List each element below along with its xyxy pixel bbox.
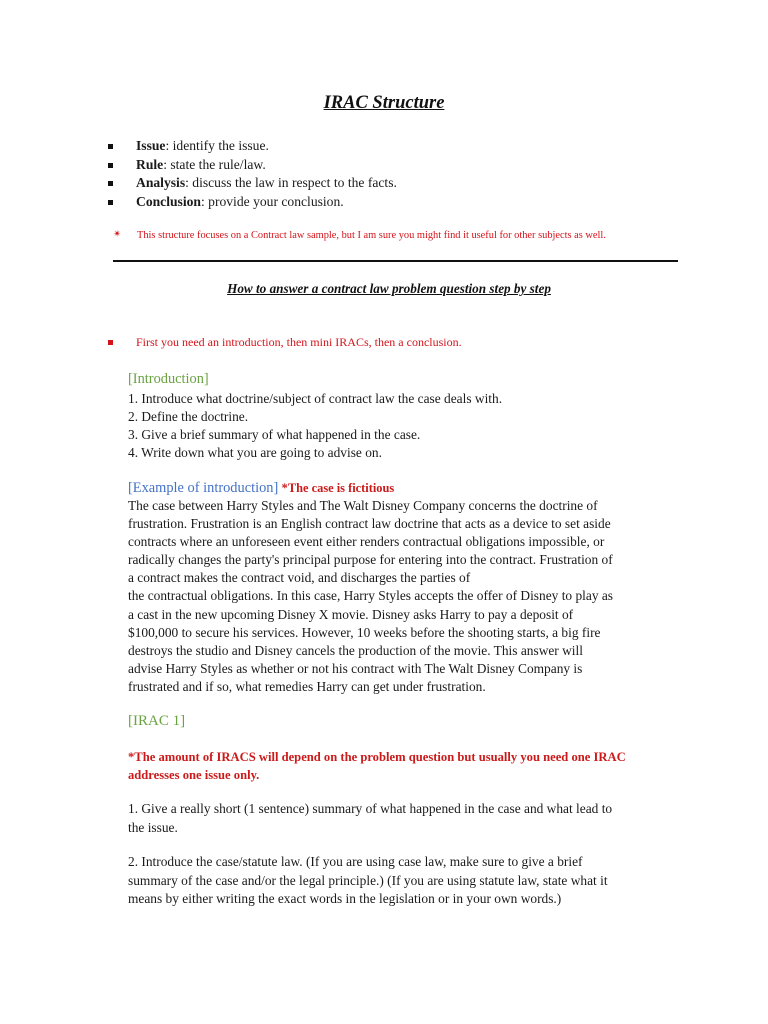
introduction-heading: [Introduction] <box>128 371 209 387</box>
irac1-step-2 <box>128 853 688 909</box>
irac-bullet-list <box>108 137 397 211</box>
intro-step: 4. Write down what you are going to advise on. <box>128 445 382 460</box>
paragraph-line: contracts where an unforeseen event either renders contractual obligations impossible, or <box>128 534 605 550</box>
paragraph-line: The case between Harry Styles and The Walt Disney Company concerns the doctrine of <box>128 498 598 513</box>
example-heading: [Example of introduction] <box>128 480 279 496</box>
page-title: IRAC Structure <box>323 93 445 113</box>
first-point <box>108 335 462 350</box>
paragraph-line: 1. Give a really short (1 sentence) summary of what happened in the case and what lead to <box>128 801 613 816</box>
paragraph-line: summary of the case and/or the legal principle.) (If you are using statute law, state what it <box>128 872 608 888</box>
paragraph-line: advise Harry Styles as whether or not his contract with The Walt Disney Company is <box>128 660 583 676</box>
bullet-term: Rule <box>136 156 164 172</box>
bullet-issue <box>108 137 397 156</box>
note-line: addresses one issue only. <box>128 768 260 782</box>
paragraph-line: radically changes the party's principal purpose for entering into the contract. Frustration of <box>128 552 613 568</box>
paragraph-line: destroys the studio and Disney cancels the production of the movie. This answer will <box>128 642 583 658</box>
square-bullet-icon <box>108 340 113 345</box>
square-bullet-icon <box>108 163 113 168</box>
fictitious-note: *The case is fictitious <box>281 481 395 495</box>
bullet-term: Issue <box>136 138 166 153</box>
bullet-term: Conclusion <box>136 193 201 209</box>
paragraph-line: a contract makes the contract void, and discharges the parties of <box>128 570 471 586</box>
paragraph-line: the contractual obligations. In this case, Harry Styles accepts the offer of Disney to play as <box>128 588 614 604</box>
bullet-desc: : identify the issue. <box>165 138 269 153</box>
first-point-text: First you need an introduction, then mini IRACs, then a conclusion. <box>136 335 462 349</box>
bullet-conclusion <box>108 193 397 212</box>
bullet-desc: : state the rule/law. <box>163 156 266 172</box>
irac1-step-1 <box>128 800 688 837</box>
section-subtitle: How to answer a contract law problem question step by step <box>227 281 551 296</box>
intro-step: 3. Give a brief summary of what happened in the case. <box>128 427 421 442</box>
paragraph-line: a cast in the new upcoming Disney X movie. Disney asks Harry to pay a deposit of <box>128 606 574 622</box>
bullet-term: Analysis <box>136 175 186 190</box>
note-line: *The amount of IRACS will depend on the problem question but usually you need one IRAC <box>128 750 626 764</box>
star-bullet-icon: ✴ <box>113 229 122 240</box>
irac1-heading: [IRAC 1] <box>128 713 186 729</box>
paragraph-line: the issue. <box>128 819 178 835</box>
square-bullet-icon <box>108 181 113 186</box>
irac-count-note <box>128 748 688 784</box>
paragraph-line: frustration. Frustration is an English contract law doctrine that acts as a device to set aside <box>128 516 611 532</box>
bullet-analysis <box>108 174 397 193</box>
bullet-desc: : provide your conclusion. <box>200 193 344 209</box>
paragraph-line: $100,000 to secure his services. However, 10 weeks before the shooting starts, a big fire <box>128 624 601 640</box>
example-paragraph <box>128 497 688 696</box>
intro-step: 2. Define the doctrine. <box>128 409 249 424</box>
introduction-steps <box>128 390 502 462</box>
bullet-desc: : discuss the law in respect to the facts. <box>185 175 397 190</box>
bullet-rule <box>108 156 397 175</box>
square-bullet-icon <box>108 144 113 149</box>
paragraph-line: frustrated and if so, what remedies Harry can get under frustration. <box>128 678 486 694</box>
square-bullet-icon <box>108 200 113 205</box>
intro-step: 1. Introduce what doctrine/subject of contract law the case deals with. <box>128 391 503 406</box>
horizontal-divider <box>113 260 678 262</box>
paragraph-line: means by either writing the exact words in the legislation or in your own words.) <box>128 891 562 906</box>
structure-note <box>115 228 680 244</box>
paragraph-line: 2. Introduce the case/statute law. (If you are using case law, make sure to give a brief <box>128 854 583 869</box>
structure-note-text: This structure focuses on a Contract law sample, but I am sure you might find it useful for other subjects as well. <box>137 230 606 241</box>
example-heading-row <box>128 480 394 497</box>
